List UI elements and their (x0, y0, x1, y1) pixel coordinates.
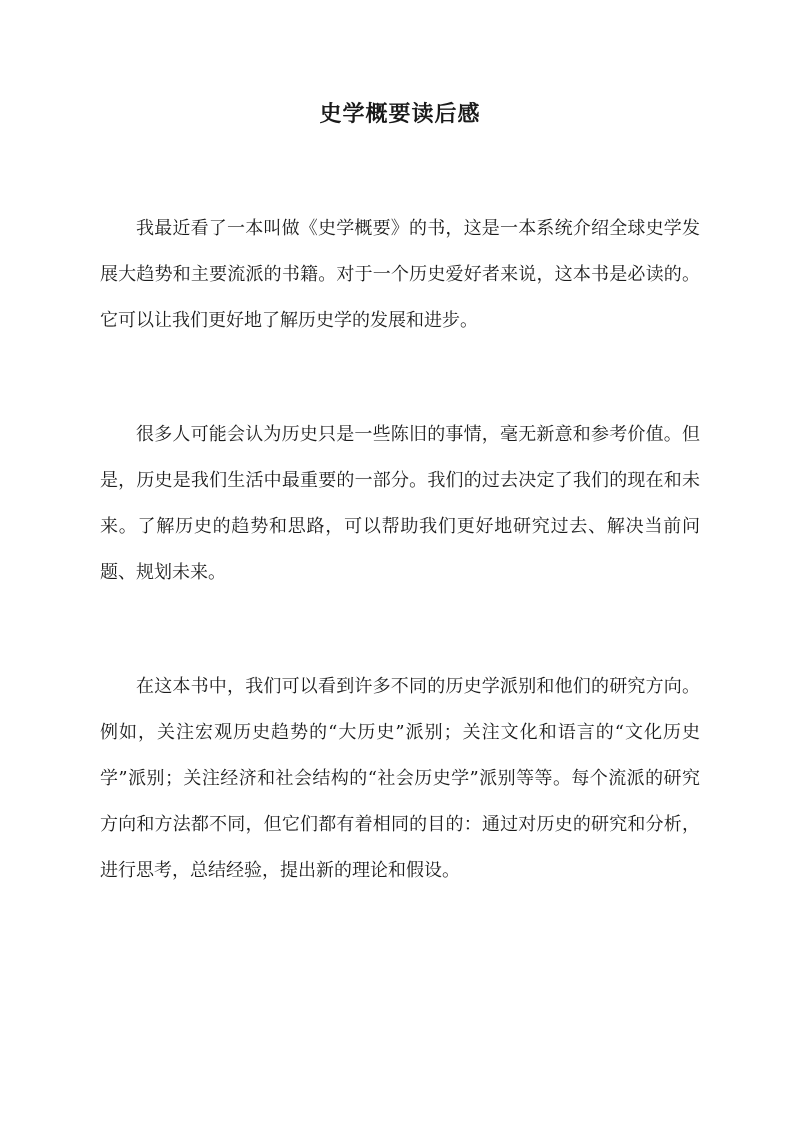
paragraph-1: 我最近看了一本叫做《史学概要》的书，这是一本系统介绍全球史学发展大趋势和主要流派的书籍。对于一个历史爱好者来说，这本书是必读的。它可以让我们更好地了解历史学的发展和进步。 (100, 218, 700, 331)
paragraph-2: 很多人可能会认为历史只是一些陈旧的事情，毫无新意和参考价值。但是，历史是我们生活中最重要的一部分。我们的过去决定了我们的现在和未来。了解历史的趋势和思路，可以帮助我们更好地研究过去、解决当前问题、规划未来。 (100, 424, 700, 583)
page-title: 史学概要读后感 (319, 101, 481, 127)
paragraph-3: 在这本书中，我们可以看到许多不同的历史学派别和他们的研究方向。例如，关注宏观历史趋势的“大历史”派别；关注文化和语言的“文化历史学”派别；关注经济和社会结构的“社会历史学”派别等等。每个流派的研究方向和方法都不同，但它们都有着相同的目的：通过对历史的研究和分析，进行思考，总结经验，提出新的理论和假设。 (100, 676, 700, 881)
